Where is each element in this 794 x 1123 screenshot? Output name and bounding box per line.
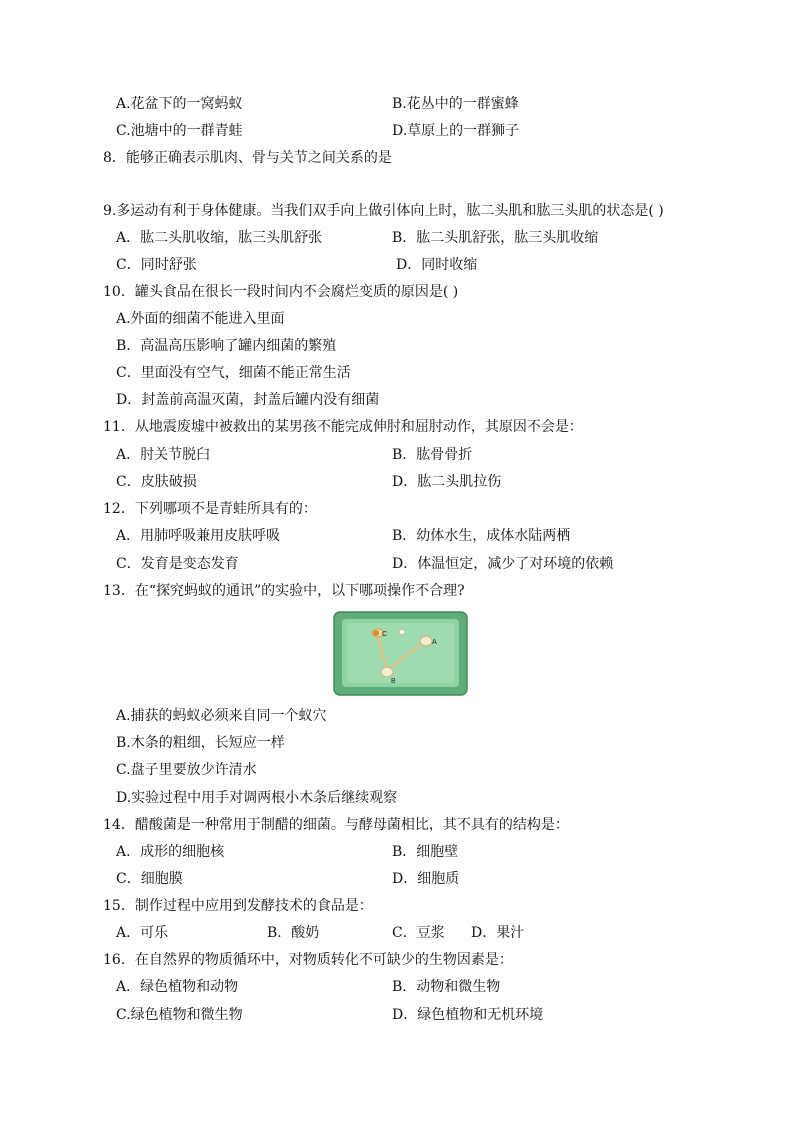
q15-option-c: C．豆浆 [392, 925, 445, 941]
q14-option-b: B．细胞壁 [392, 844, 459, 860]
q9-stem: 9.多运动有利于身体健康。当我们双手向上做引体向上时，肱二头肌和肱三头肌的状态是( ) [103, 203, 664, 219]
q7-option-d: D.草原上的一群狮子 [392, 123, 520, 139]
q12-option-c: C．发育是变态发育 [116, 556, 239, 572]
q12-stem: 12．下列哪项不是青蛙所具有的： [103, 501, 317, 517]
q11-option-d: D．肱二头肌拉伤 [392, 474, 502, 490]
figure-label-c: C [382, 631, 388, 638]
q9-option-c: C．同时舒张 [116, 257, 197, 273]
q13-option-b: B.木条的粗细，长短应一样 [116, 735, 285, 751]
q7-option-b: B.花丛中的一群蜜蜂 [392, 96, 519, 112]
q9-option-b: B．肱二头肌舒张，肱三头肌收缩 [392, 230, 599, 246]
q7-option-c: C.池塘中的一群青蛙 [116, 123, 243, 139]
q16-option-c: C.绿色植物和微生物 [116, 1007, 243, 1023]
q14-option-d: D．细胞质 [392, 871, 460, 887]
q14-option-a: A．成形的细胞核 [116, 844, 225, 860]
q16-stem: 16．在自然界的物质循环中，对物质转化不可缺少的生物因素是： [103, 952, 513, 968]
q9-option-d: D．同时收缩 [396, 257, 478, 273]
q16-option-b: B．动物和微生物 [392, 979, 501, 995]
figure-label-b: B [391, 678, 396, 685]
q13-option-d: D.实验过程中用手对调两根小木条后继续观察 [116, 790, 398, 806]
q15-stem: 15．制作过程中应用到发酵技术的食品是： [103, 898, 373, 914]
q14-option-c: C．细胞膜 [116, 871, 183, 887]
q11-option-b: B．肱骨骨折 [392, 447, 473, 463]
q8-stem: 8．能够正确表示肌肉、骨与关节之间关系的是 [103, 150, 392, 166]
q10-option-a: A.外面的细菌不能进入里面 [116, 311, 285, 327]
q13-option-c: C.盘子里要放少许清水 [116, 762, 257, 778]
q15-option-b: B．酸奶 [267, 925, 320, 941]
q16-option-a: A．绿色植物和动物 [116, 979, 239, 995]
q14-stem: 14．醋酸菌是一种常用于制醋的细菌。与酵母菌相比，其不具有的结构是： [103, 817, 569, 833]
q7-option-a: A.花盆下的一窝蚂蚁 [116, 96, 243, 112]
q16-option-d: D．绿色植物和无机环境 [392, 1007, 544, 1023]
q11-option-c: C．皮肤破损 [116, 474, 197, 490]
q10-option-d: D．封盖前高温灭菌，封盖后罐内没有细菌 [116, 392, 380, 408]
ant-experiment-tray-figure [333, 611, 468, 696]
q12-option-a: A．用肺呼吸兼用皮肤呼吸 [116, 528, 281, 544]
q11-stem: 11．从地震废墟中被救出的某男孩不能完成伸肘和屈肘动作，其原因不会是： [103, 419, 583, 435]
figure-label-a: A [432, 639, 437, 646]
q12-option-d: D．体温恒定，减少了对环境的依赖 [392, 556, 614, 572]
q15-option-a: A．可乐 [116, 925, 169, 941]
q13-option-a: A.捕获的蚂蚁必须来自同一个蚁穴 [116, 708, 327, 724]
q13-stem: 13．在“探究蚂蚁的通讯”的实验中，以下哪项操作不合理? [103, 583, 465, 599]
q15-option-d: D．果汁 [471, 925, 525, 941]
q9-option-a: A．肱二头肌收缩，肱三头肌舒张 [116, 230, 323, 246]
q11-option-a: A．肘关节脱臼 [116, 447, 211, 463]
q10-stem: 10．罐头食品在很长一段时间内不会腐烂变质的原因是( ) [103, 284, 459, 300]
q10-option-b: B．高温高压影响了罐内细菌的繁殖 [116, 338, 337, 354]
q10-option-c: C．里面没有空气，细菌不能正常生活 [116, 365, 351, 381]
q12-option-b: B．幼体水生，成体水陆两栖 [392, 528, 571, 544]
